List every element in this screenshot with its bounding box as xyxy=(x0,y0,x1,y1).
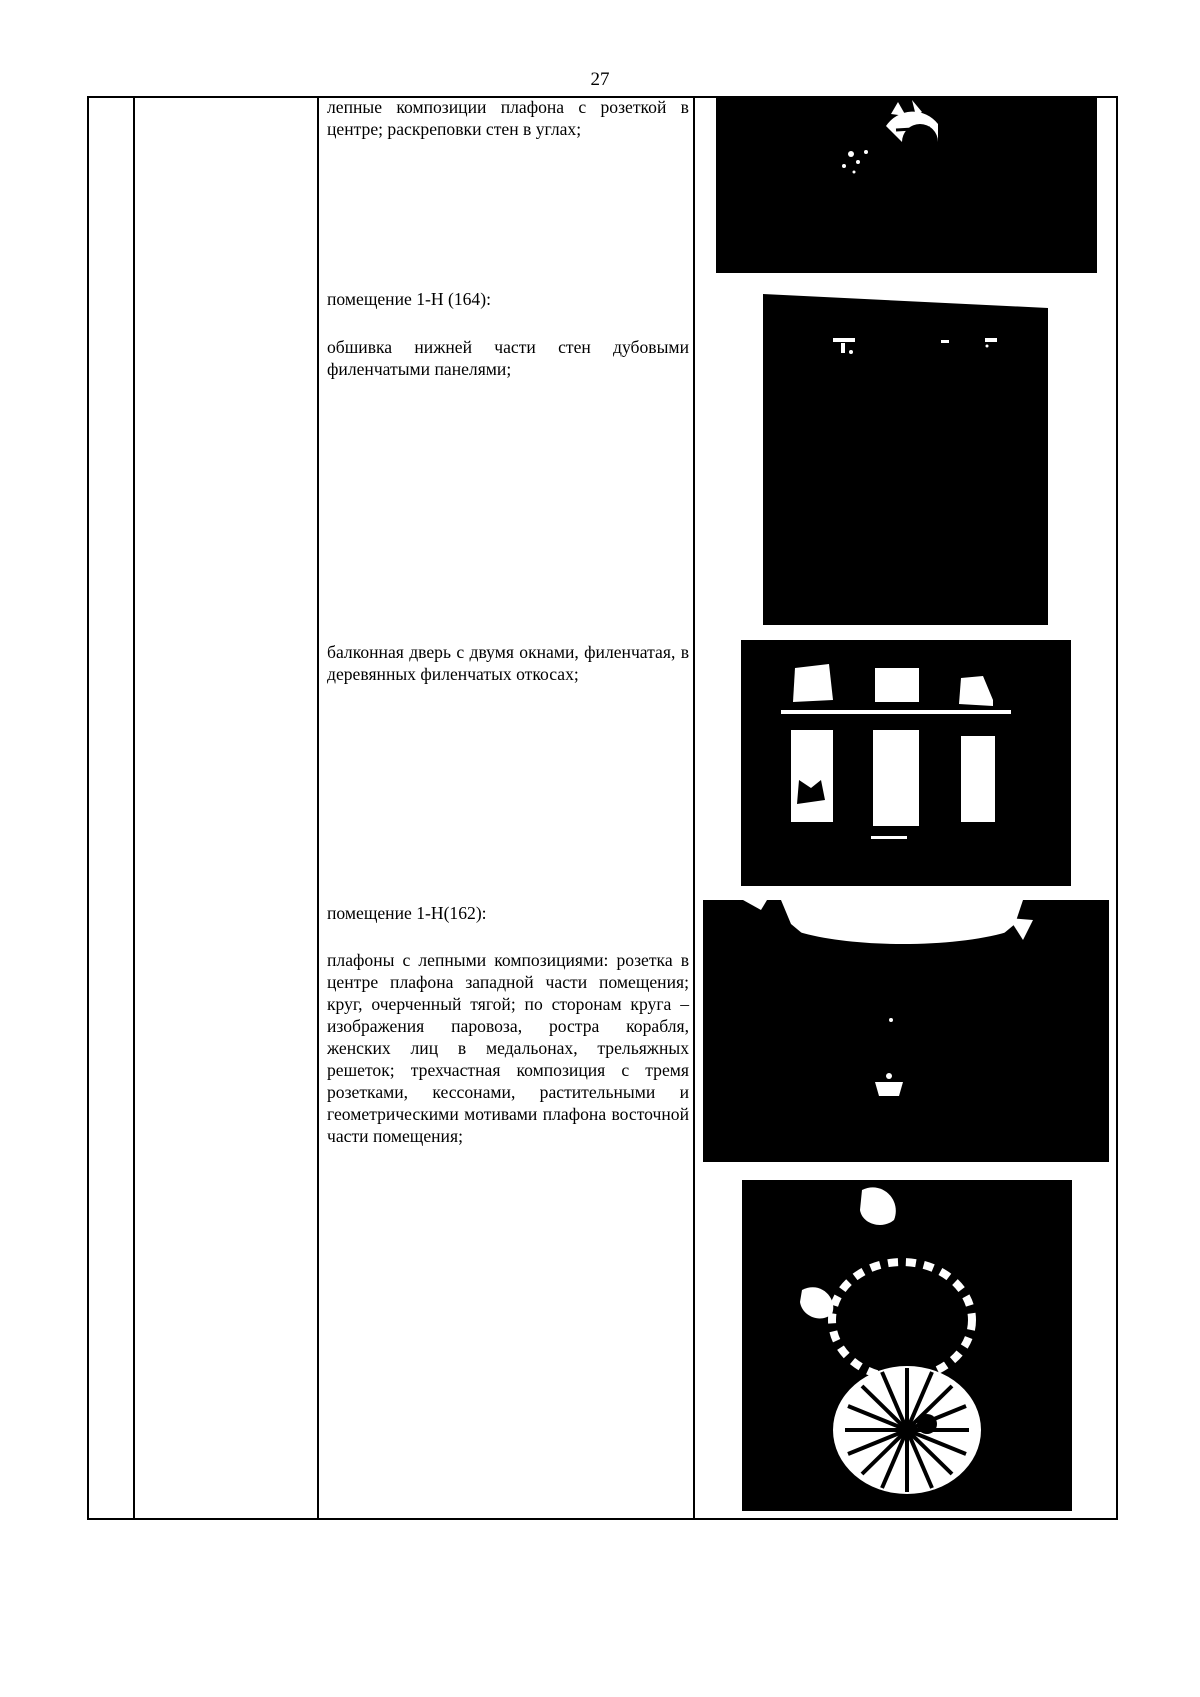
chandelier-rosette-photo xyxy=(742,1180,1072,1511)
column-divider xyxy=(317,98,319,1518)
column-divider xyxy=(693,98,695,1518)
oak-panels-photo xyxy=(763,294,1048,625)
description-text: обшивка нижней части стен дубовыми филенчатыми панелями; xyxy=(327,337,689,379)
ceiling-rosette-photo xyxy=(716,96,1097,273)
description-text: плафоны с лепными композициями: розетка в центре плафона западной части помещения; круг, очерченный тягой; по сторонам круга – изображения паровоза, ростра корабля, женских лиц в медальонах, трельяжных решеток; трехчастная композиция с тремя розетками, кессонами, растительными и геометрическими мотивами плафона восточной части помещения; xyxy=(327,950,689,1146)
ceiling-circle-photo xyxy=(703,900,1109,1162)
page-number: 27 xyxy=(590,69,610,90)
room-heading: помещение 1-Н(162): xyxy=(327,903,487,923)
description-text: балконная дверь с двумя окнами, филенчатая, в деревянных филенчатых откосах; xyxy=(327,642,689,684)
document-table xyxy=(87,96,1118,1520)
column-divider xyxy=(133,98,135,1518)
description-text: лепные композиции плафона с розеткой в центре; раскреповки стен в углах; xyxy=(327,97,689,139)
room-heading: помещение 1-Н (164): xyxy=(327,289,491,309)
balcony-door-photo xyxy=(741,640,1071,886)
